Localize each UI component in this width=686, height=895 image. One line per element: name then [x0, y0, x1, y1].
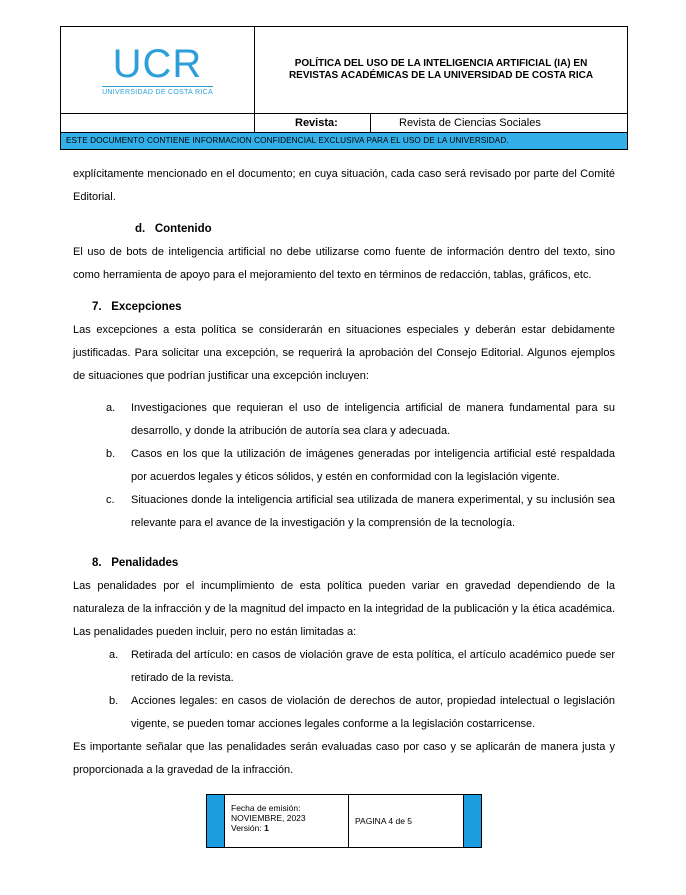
document-footer — [206, 794, 482, 848]
header-top-row — [61, 27, 627, 114]
list-item — [109, 690, 615, 736]
closing-paragraph: Es importante señalar que las penalidades serán evaluadas caso por caso y se aplicarán de manera justa y proporcionada a la gravedad de la infracción. — [73, 741, 615, 776]
version-line — [231, 823, 348, 833]
list-item — [106, 443, 615, 489]
section-d-text: El uso de bots de inteligencia artificial no debe utilizarse como fuente de información dentro del texto, sino como herramienta de apoyo para el mejoramiento del texto en términos de redacción, tablas, gráficos, etc. — [73, 246, 615, 281]
document-title: POLÍTICA DEL USO DE LA INTELIGENCIA ARTIFICIAL (IA) EN REVISTAS ACADÉMICAS DE LA UNIVERSIDAD DE COSTA RICA — [288, 58, 594, 81]
section-d-title: Contenido — [154, 223, 212, 235]
issue-date: NOVIEMBRE, 2023 — [231, 813, 306, 823]
section-8-text: Las penalidades por el incumplimiento de esta política pueden variar en gravedad dependiendo de la naturaleza de la infracción y de la magnitud del impacto en la integridad de la publicación y la ética académica. Las penalidades pueden incluir, pero no están limitadas a: — [73, 580, 615, 638]
list-item — [109, 644, 615, 690]
list-item — [106, 397, 615, 443]
section-d-heading — [135, 218, 615, 241]
list-marker: a. — [106, 402, 116, 414]
list-marker: b. — [106, 448, 116, 460]
intro-paragraph: explícitamente mencionado en el documento; en cuya situación, cada caso será revisado por parte del Comité Editorial. — [73, 168, 615, 203]
empty-cell — [61, 114, 255, 132]
section-7-heading — [92, 296, 615, 319]
footer-bar-right — [464, 795, 481, 847]
list-text: Acciones legales: en casos de violación de derechos de autor, propiedad intelectual o legislación vigente, se pueden tomar acciones legales conforme a la legislación costarricense. — [131, 695, 615, 730]
list-marker: a. — [109, 649, 119, 661]
journal-row — [61, 114, 627, 133]
section-8-heading — [92, 552, 615, 575]
section-7-text: Las excepciones a esta política se considerarán en situaciones especiales y deberán estar debidamente justificadas. Para solicitar una excepción, se requerirá la aprobación del Consejo Editorial. Algunos ejemplos de situaciones que podrían justificar una excepción incluyen: — [73, 324, 615, 382]
list-text: Investigaciones que requieran el uso de inteligencia artificial de manera fundamental para su desarrollo, y donde la atribución de autoría sea clara y adecuada. — [131, 402, 615, 437]
journal-label: Revista: — [255, 114, 371, 132]
ucr-logo — [61, 27, 255, 113]
section-7-marker: 7. — [92, 301, 102, 313]
footer-bar-left — [207, 795, 224, 847]
page-number: PAGINA 4 de 5 — [349, 795, 464, 847]
version-label: Versión: — [231, 823, 262, 833]
document-header — [60, 26, 628, 150]
journal-value: Revista de Ciencias Sociales — [399, 117, 541, 129]
logo-subtitle: UNIVERSIDAD DE COSTA RICA — [102, 86, 213, 96]
list-marker: c. — [106, 494, 115, 506]
issue-label: Fecha de emisión: — [231, 803, 301, 813]
penalties-list — [109, 644, 615, 736]
section-d-marker: d. — [135, 223, 146, 235]
section-8-title: Penalidades — [111, 557, 179, 569]
exceptions-list — [106, 397, 615, 535]
list-item — [106, 489, 615, 535]
list-text: Casos en los que la utilización de imágenes generadas por inteligencia artificial esté respaldada por acuerdos legales y éticos sólidos, y estén en conformidad con la legislación vigente. — [131, 448, 615, 483]
logo-text: UCR — [112, 41, 203, 86]
issue-info — [224, 795, 349, 847]
list-text: Retirada del artículo: en casos de violación grave de esta política, el artículo académico puede ser retirado de la revista. — [131, 649, 615, 684]
version-value: 1 — [264, 823, 269, 833]
list-text: Situaciones donde la inteligencia artificial sea utilizada de manera experimental, y su inclusión sea relevante para el avance de la investigación y la comprensión de la tecnología. — [131, 494, 615, 529]
section-7-title: Excepciones — [111, 301, 182, 313]
document-body — [73, 163, 615, 782]
list-marker: b. — [109, 695, 119, 707]
confidential-banner: ESTE DOCUMENTO CONTIENE INFORMACION CONFIDENCIAL EXCLUSIVA PARA EL USO DE LA UNIVERSIDAD. — [61, 133, 627, 149]
section-8-marker: 8. — [92, 557, 102, 569]
